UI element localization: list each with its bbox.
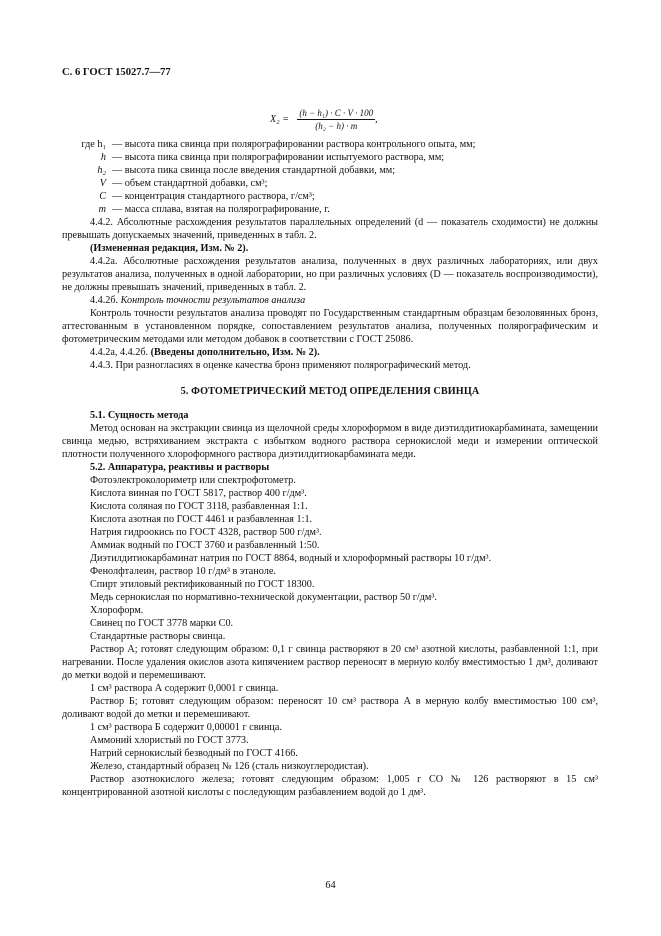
definitions-list <box>62 138 598 216</box>
para-4-4-2-edition: (Измененная редакция, Изм. № 2). <box>90 243 249 254</box>
definition-symbol: h <box>100 152 106 163</box>
definition-text: — масса сплава, взятая на полярографирование, г. <box>112 204 330 215</box>
definition-symbol: h₂ <box>97 165 106 176</box>
reagents-list-2 <box>62 734 598 773</box>
reagent-item: Аммоний хлористый по ГОСТ 3773. <box>90 735 249 746</box>
section-5-2-title: 5.2. Аппаратура, реактивы и растворы <box>90 462 270 473</box>
definition-row <box>62 151 598 164</box>
formula-denominator: (h₂ − h) · m <box>315 121 358 131</box>
para-4-4-2a: 4.4.2а. Абсолютные расхождения результатов анализа, полученных в двух различных лабораториях, или двух результатов анализа, полученных в одной лаборатории, но при различных условиях (D — показатель воспроизводимости), не должны превышать значений, приведенных в табл. 2. <box>62 256 598 293</box>
definition-row <box>62 203 598 216</box>
para-4-4-2ab-note-text: (Введены дополнительно, Изм. № 2). <box>150 347 320 358</box>
definition-row <box>62 177 598 190</box>
reagents-list <box>62 474 598 643</box>
reagent-item: Стандартные растворы свинца. <box>90 631 226 642</box>
reagent-item: Кислота соляная по ГОСТ 3118, разбавленная 1:1. <box>90 501 308 512</box>
definition-symbol: C <box>99 191 106 202</box>
reagent-item: Хлороформ. <box>90 605 144 616</box>
reagent-item: Натрий сернокислый безводный по ГОСТ 4166. <box>90 748 298 759</box>
solution-a: Раствор А; готовят следующим образом: 0,1 г свинца растворяют в 20 см³ азотной кислоты, разбавленной 1:1, при нагревании. После удаления окислов азота кипячением раствор переносят в мерную колбу вместимостью 1 дм³, доливают до метки водой и перемешивают. <box>62 644 598 681</box>
definition-row <box>62 190 598 203</box>
page-number: 64 <box>325 880 336 891</box>
section-5-title: 5. ФОТОМЕТРИЧЕСКИЙ МЕТОД ОПРЕДЕЛЕНИЯ СВИНЦА <box>180 386 480 397</box>
solution-b-content: 1 см³ раствора Б содержит 0,00001 г свинца. <box>90 722 282 733</box>
reagent-item: Железо, стандартный образец № 126 (сталь низкоуглеродистая). <box>90 761 369 772</box>
reagent-item: Фенолфталеин, раствор 10 г/дм³ в этаноле. <box>90 566 276 577</box>
reagent-item: Спирт этиловый ректификованный по ГОСТ 18300. <box>90 579 315 590</box>
reagent-item: Кислота винная по ГОСТ 5817, раствор 400 г/дм³. <box>90 488 307 499</box>
reagent-item: Медь сернокислая по нормативно-технической документации, раствор 50 г/дм³. <box>90 592 437 603</box>
formula-numerator: (h − h₁) · C · V · 100 <box>299 108 374 118</box>
para-4-4-2b-title: Контроль точности результатов анализа <box>120 295 306 306</box>
definition-text: — высота пика свинца после введения стандартной добавки, мм; <box>112 165 396 176</box>
definition-text: — высота пика свинца при полярографировании испытуемого раствора, мм; <box>112 152 445 163</box>
reagent-item: Аммиак водный по ГОСТ 3760 и разбавленный 1:50. <box>90 540 320 551</box>
definition-text: — концентрация стандартного раствора, г/см³; <box>112 191 315 202</box>
definition-row <box>62 164 598 177</box>
formula-lhs: X₂ = <box>270 114 289 125</box>
section-5-1-text: Метод основан на экстракции свинца из щелочной среды хлороформом в виде диэтилдитиокарбамината, замещении свинца медью, встряхиванием экстракта с избытком водного раствора сернокислой меди и измерении оптической плотности полученного хлороформного раствора диэтилдитиокарбамината меди. <box>62 423 598 460</box>
definition-symbol: m <box>98 204 106 215</box>
definition-symbol: где h₁ <box>81 139 106 150</box>
solution-a-content: 1 см³ раствора А содержит 0,0001 г свинца. <box>90 683 279 694</box>
iron-solution: Раствор азотнокислого железа; готовят следующим образом: 1,005 г СО № 126 растворяют в 15 см³ концентрированной азотной кислоты с последующим разбавлением водой до 1 дм³. <box>62 774 598 798</box>
formula-fraction <box>297 108 375 131</box>
para-4-4-2b-number: 4.4.2б. <box>90 295 119 306</box>
reagent-item: Фотоэлектроколориметр или спектрофотометр. <box>90 475 296 486</box>
definition-text: — высота пика свинца при полярографировании раствора контрольного опыта, мм; <box>112 139 476 150</box>
reagent-item: Кислота азотная по ГОСТ 4461 и разбавленная 1:1. <box>90 514 313 525</box>
para-4-4-2ab-note <box>62 346 598 359</box>
page-header: С. 6 ГОСТ 15027.7—77 <box>62 67 171 78</box>
para-4-4-2b-heading <box>62 294 598 307</box>
definition-row <box>62 138 598 151</box>
formula-tail: , <box>375 113 378 125</box>
formula <box>270 108 378 131</box>
solution-b: Раствор Б; готовят следующим образом: переносят 10 см³ раствора А в мерную колбу вместимостью 100 см³, доливают водой до метки и перемешивают. <box>62 696 598 720</box>
para-4-4-2b: Контроль точности результатов анализа проводят по Государственным стандартным образцам безоловянных бронз, аттестованным в установленном порядке, сопоставлением результатов анализа, полученных полярографическим и фотометрическим методами или методом добавок в соответствии с ГОСТ 25086. <box>62 308 598 345</box>
document-body <box>62 138 598 799</box>
definition-text: — объем стандартной добавки, см³; <box>112 178 268 189</box>
para-4-4-2: 4.4.2. Абсолютные расхождения результатов параллельных определений (d — показатель сходимости) не должны превышать допускаемых значений, приведенных в табл. 2. <box>62 217 598 241</box>
reagent-item: Натрия гидроокись по ГОСТ 4328, раствор 500 г/дм³. <box>90 527 322 538</box>
para-4-4-3: 4.4.3. При разногласиях в оценке качества бронз применяют полярографический метод. <box>90 360 471 371</box>
reagent-item: Диэтилдитиокарбаминат натрия по ГОСТ 8864, водный и хлороформный растворы 10 г/дм³. <box>90 553 492 564</box>
section-5-1-title: 5.1. Сущность метода <box>90 410 189 421</box>
reagent-item: Свинец по ГОСТ 3778 марки С0. <box>90 618 234 629</box>
para-4-4-2ab-number: 4.4.2а, 4.4.2б. <box>90 347 149 358</box>
definition-symbol: V <box>99 178 106 189</box>
